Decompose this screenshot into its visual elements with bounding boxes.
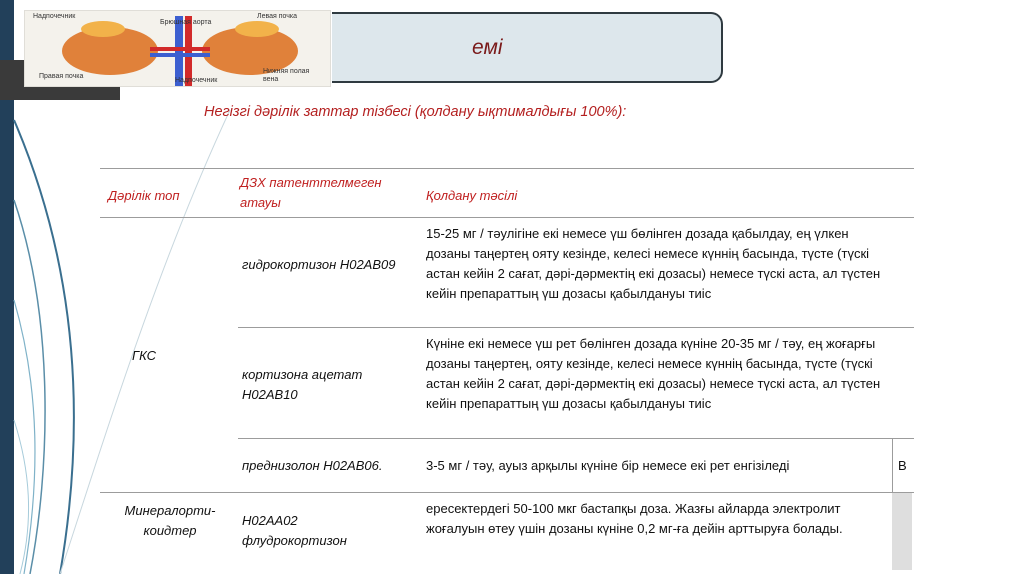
arc-3 xyxy=(14,300,35,574)
renal-artery xyxy=(150,47,210,51)
usage-hydrocortisone: 15-25 мг / тәулігіне екі немесе үш бөлінген дозада қабылдау, ең үлкен дозаны таңертең ояту кезінде, келесі немесе күннің басында, түсте (түскі астан кейін 2 сағат, дәрі-дәрмектің екі дозасы) немесе түскі аста, ал түстен кейін препараттың үш дозасы қабылдануы тиіс xyxy=(426,226,881,301)
usage-prednisolone: 3-5 мг / тәу, ауыз арқылы күніне бір немесе екі рет енгізіледі xyxy=(426,458,790,473)
group-divider xyxy=(100,492,914,493)
header-usage: Қолдану тәсілі xyxy=(426,188,518,203)
usage-fludrocortisone: ересектердегі 50-100 мкг бастапқы доза. Жазғы айларда электролит жоғалуын өтеу үшін дозаны күніне 0,2 мг-ға дейін арттыруға болады. xyxy=(426,501,843,536)
arc-5 xyxy=(14,420,29,574)
header-name: ДЗХ патенттелмеген атауы xyxy=(240,175,382,210)
level-column-shading xyxy=(892,493,912,570)
adrenal-gland-left xyxy=(235,21,279,37)
row-divider xyxy=(238,327,914,328)
row-divider xyxy=(238,438,914,439)
anatomy-label: Брюшная аорта xyxy=(160,19,212,26)
arc-1 xyxy=(14,120,74,574)
drug-name-cortisone-acetate: кортизона ацетат Н02АВ10 xyxy=(242,367,363,402)
anatomy-label: Левая почка xyxy=(257,13,298,20)
slide-title-box xyxy=(332,12,723,83)
anatomy-label: Правая почка xyxy=(39,73,84,80)
kidney-anatomy-image xyxy=(24,10,331,87)
table-border-top xyxy=(100,168,914,169)
slide-subtitle: Негізгі дәрілік заттар тізбесі (қолдану ықтималдығы 100%): xyxy=(204,104,627,120)
evidence-level: В xyxy=(898,458,907,473)
anatomy-label: Нижняя полая вена xyxy=(263,68,310,83)
header-divider xyxy=(100,217,914,218)
arc-2 xyxy=(14,200,45,574)
drug-name-hydrocortisone: гидрокортизон Н02АВ09 xyxy=(242,257,396,272)
anatomy-label: Надпочечник xyxy=(33,13,76,20)
slide-title: емі xyxy=(472,36,503,59)
drug-name-prednisolone: преднизолон Н02АВ06. xyxy=(242,458,383,473)
adrenal-gland-right xyxy=(81,21,125,37)
group-gks: ГКС xyxy=(132,348,156,363)
drug-name-fludrocortisone: Н02АА02 флудрокортизон xyxy=(242,513,347,548)
usage-cortisone-acetate: Күніне екі немесе үш рет бөлінген дозада күніне 20-35 мг / тәу, ең жоғарғы дозаны таңертең, ояту кезінде, келесі немесе күннің басында, түсте (түскі астан кейін 2 сағат, дәрі-дәрмектің екі дозасы) немесе түскі аста, ал түстен кейін препараттың үш дозасы қабылдануы тиіс xyxy=(426,336,881,411)
header-group: Дәрілік топ xyxy=(108,188,180,203)
renal-vein xyxy=(150,53,210,57)
anatomy-label: Надпочечник xyxy=(175,77,218,84)
medication-table xyxy=(100,168,914,570)
group-mineralocorticoids: Минералорти-коидтер xyxy=(124,503,216,538)
